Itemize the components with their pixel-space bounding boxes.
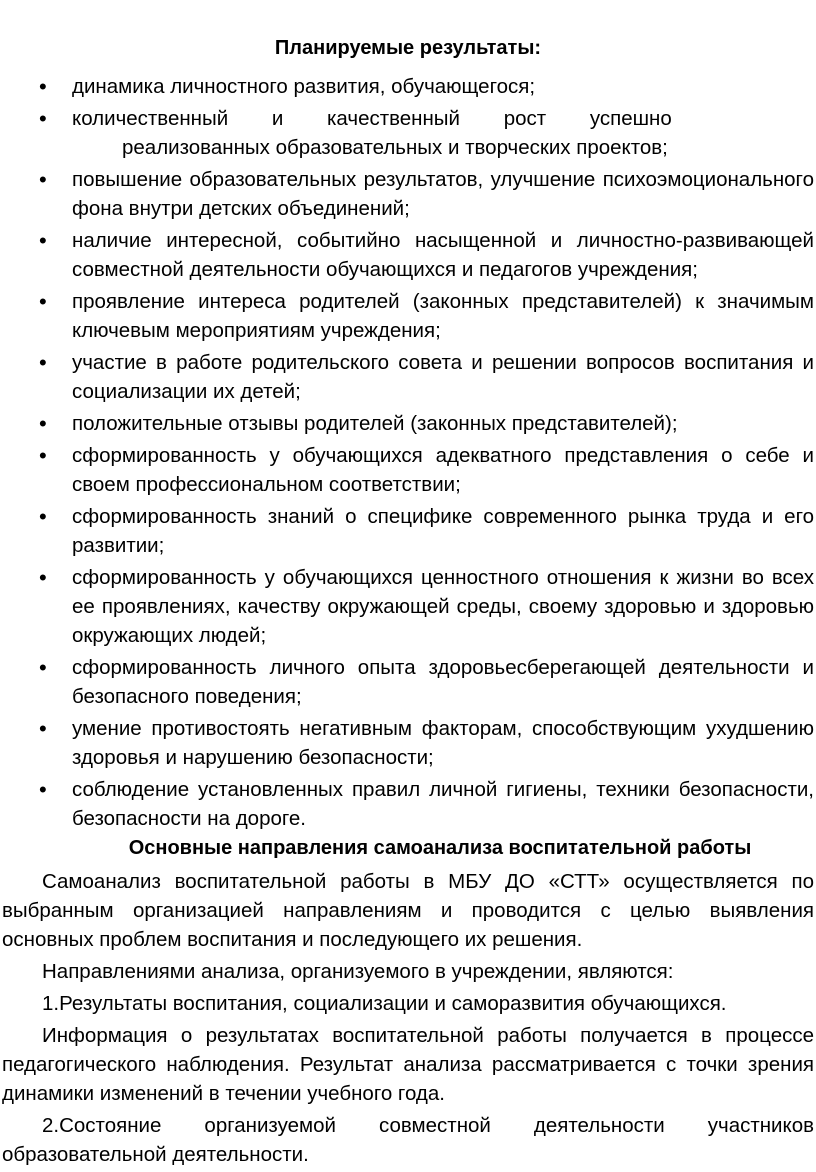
bullet-icon: • [39, 411, 47, 436]
paragraph: Направлениями анализа, организуемого в учреждении, являются: [42, 960, 674, 983]
paragraph: Самоанализ воспитательной работы в МБУ ДО «СТТ» осуществляется по выбранным организацией направлениям и проводится с целью выявления основных проблем воспитания и последующего их решения. [2, 870, 814, 951]
bullet-icon: • [39, 74, 47, 99]
bullet-icon: • [39, 443, 47, 468]
list-item-text: участие в работе родительского совета и решении вопросов воспитания и социализации их детей; [72, 351, 814, 403]
list-item [0, 287, 816, 345]
bullet-icon: • [39, 106, 47, 131]
bullet-icon: • [39, 504, 47, 529]
list-item [0, 563, 816, 650]
bullet-icon: • [39, 777, 47, 802]
list-item-text: динамика личностного развития, обучающегося; [72, 75, 536, 98]
list-item-text: сформированность у обучающихся ценностного отношения к жизни во всех ее проявлениях, качеству окружающей среды, своему здоровью и здоровью окружающих людей; [72, 566, 814, 647]
list-item-continuation: реализованных образовательных и творческих проектов; [122, 136, 668, 159]
list-item-text: повышение образовательных результатов, улучшение психоэмоционального фона внутри детских объединений; [72, 168, 814, 220]
list-item-text: сформированность у обучающихся адекватного представления о себе и своем профессиональном соответствии; [72, 444, 814, 496]
self-analysis-heading: Основные направления самоанализа воспитательной работы [128, 837, 752, 859]
paragraph: 2.Состояние организуемой совместной деятельности участников образовательной деятельности. [2, 1114, 814, 1166]
bullet-icon: • [39, 716, 47, 741]
list-item-text: наличие интересной, событийно насыщенной и личностно-развивающей совместной деятельности обучающихся и педагогов учреждения; [72, 229, 814, 281]
list-item [0, 653, 816, 711]
bullet-icon: • [39, 228, 47, 253]
list-item [0, 441, 816, 499]
list-item [0, 775, 816, 833]
list-item [0, 165, 816, 223]
bullet-icon: • [39, 655, 47, 680]
paragraph: 1.Результаты воспитания, социализации и саморазвития обучающихся. [42, 992, 727, 1015]
list-item [0, 714, 816, 772]
planned-results-heading: Планируемые результаты: [274, 37, 542, 59]
list-item-text: сформированность личного опыта здоровьесберегающей деятельности и безопасного поведения; [72, 656, 814, 708]
list-item [0, 409, 816, 438]
list-item [0, 502, 816, 560]
list-item [0, 72, 816, 101]
bullet-icon: • [39, 289, 47, 314]
bullet-icon: • [39, 565, 47, 590]
list-item [0, 348, 816, 406]
list-item-text: количественный и качественный рост успешно [72, 107, 672, 130]
planned-results-list [0, 72, 816, 836]
list-item-text: соблюдение установленных правил личной гигиены, техники безопасности, безопасности на дороге. [72, 778, 814, 830]
list-item-text: положительные отзывы родителей (законных представителей); [72, 412, 678, 435]
bullet-icon: • [39, 167, 47, 192]
list-item [0, 104, 816, 162]
bullet-icon: • [39, 350, 47, 375]
list-item-text: сформированность знаний о специфике современного рынка труда и его развитии; [72, 505, 814, 557]
list-item [0, 226, 816, 284]
self-analysis-body [0, 867, 816, 1172]
list-item-text: проявление интереса родителей (законных представителей) к значимым ключевым мероприятиям учреждения; [72, 290, 814, 342]
paragraph: Информация о результатах воспитательной работы получается в процессе педагогического наблюдения. Результат анализа рассматривается с точки зрения динамики изменений в течении учебного года. [2, 1024, 814, 1105]
list-item-text: умение противостоять негативным факторам, способствующим ухудшению здоровья и нарушению безопасности; [72, 717, 814, 769]
